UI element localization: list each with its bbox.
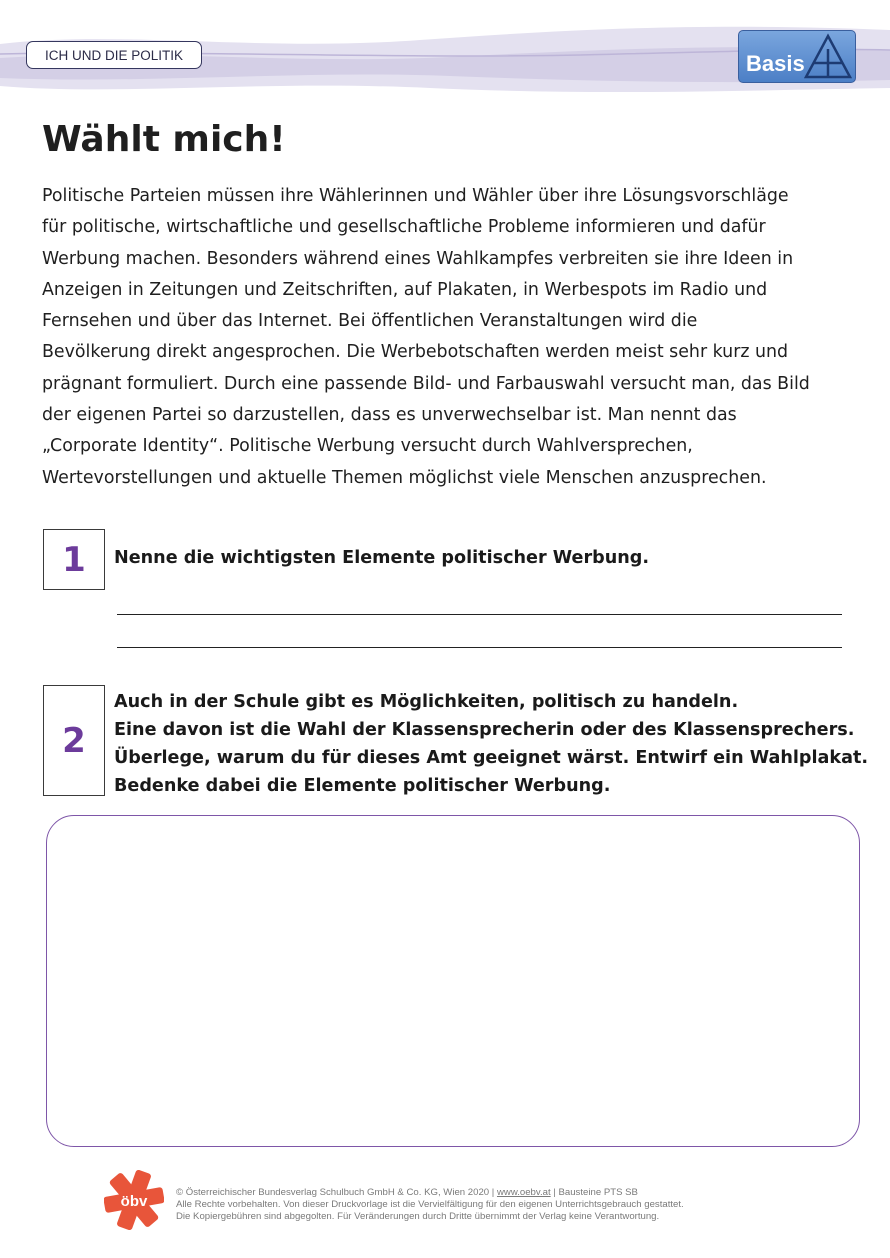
intro-line: Fernsehen und über das Internet. Bei öffentlichen Veranstaltungen wird die xyxy=(42,311,698,332)
task-2-line: Bedenke dabei die Elemente politischer Werbung. xyxy=(114,776,611,796)
publisher-website-link[interactable]: www.oebv.at xyxy=(496,1187,551,1198)
intro-line: Anzeigen in Zeitungen und Zeitschriften, auf Plakaten, in Werbespots im Radio und xyxy=(42,279,768,300)
copyright-line-3: Die Kopiergebühren sind abgegolten. Für Veränderungen durch Dritte übernimmt der Verlag keine Verantwortung. xyxy=(176,1211,660,1223)
intro-line: Werbung machen. Besonders während eines Wahlkampfes verbreiten sie ihre Ideen in xyxy=(42,248,794,269)
task-2-line: Eine davon ist die Wahl der Klassensprecherin oder des Klassensprechers. xyxy=(114,720,855,740)
answer-line-1[interactable] xyxy=(117,614,842,615)
task-2-line: Auch in der Schule gibt es Möglichkeiten, politisch zu handeln. xyxy=(114,692,739,712)
poster-drawing-area[interactable] xyxy=(46,815,860,1147)
task-2-instruction xyxy=(114,688,868,800)
task-2-line: Überlege, warum du für dieses Amt geeignet wärst. Entwirf ein Wahlplakat. xyxy=(114,748,869,768)
copyright-line-1 xyxy=(176,1187,856,1199)
oebv-logo-text: öbv xyxy=(120,1193,148,1210)
copyright-notice xyxy=(176,1187,856,1224)
intro-line: Wertevorstellungen und aktuelle Themen möglichst viele Menschen anzusprechen. xyxy=(42,467,767,488)
basis-logo xyxy=(738,30,856,83)
intro-line: der eigenen Partei so darzustellen, dass es unverwechselbar ist. Man nennt das xyxy=(42,405,737,426)
oebv-logo xyxy=(104,1170,164,1230)
basis-logo-text: Basis xyxy=(746,51,805,76)
intro-line: prägnant formuliert. Durch eine passende Bild- und Farbauswahl versucht man, das Bild xyxy=(42,373,810,394)
intro-line: Bevölkerung direkt angesprochen. Die Werbebotschaften werden meist sehr kurz und xyxy=(42,342,789,363)
triangle-icon xyxy=(803,33,853,81)
task-2-number-box: 2 xyxy=(43,685,105,796)
intro-line: „Corporate Identity“. Politische Werbung versucht durch Wahlversprechen, xyxy=(42,436,693,457)
copyright-line-2: Alle Rechte vorbehalten. Von dieser Druckvorlage ist die Vervielfältigung für den eigenen Unterrichtsgebrauch gestattet. xyxy=(176,1199,684,1211)
task-1-number-box: 1 xyxy=(43,529,105,590)
intro-line: Politische Parteien müssen ihre Wählerinnen und Wähler über ihre Lösungsvorschläge xyxy=(42,186,789,206)
intro-line: für politische, wirtschaftliche und gesellschaftliche Probleme informieren und dafür xyxy=(42,217,766,238)
task-1-instruction: Nenne die wichtigsten Elemente politischer Werbung. xyxy=(114,548,650,568)
answer-line-2[interactable] xyxy=(117,647,842,648)
page-title: Wählt mich! xyxy=(42,119,286,160)
copyright-publisher: © Österreichischer Bundesverlag Schulbuch GmbH & Co. KG, Wien 2020 | xyxy=(176,1187,497,1198)
intro-paragraph xyxy=(42,181,852,494)
chapter-tag: ICH UND DIE POLITIK xyxy=(26,41,202,69)
copyright-series: | Bausteine PTS SB xyxy=(550,1187,638,1198)
